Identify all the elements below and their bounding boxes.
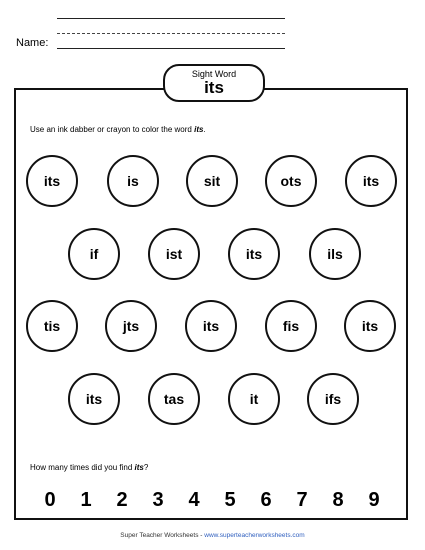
footer-separator: - [198,532,205,539]
number-choice[interactable]: 0 [44,489,56,511]
title-label: Sight Word [191,69,237,79]
number-choice[interactable]: 6 [260,489,272,511]
footer-brand: Super Teacher Worksheets [120,532,199,539]
question-after: ? [143,463,149,472]
question-word: its [134,463,144,472]
word-circle[interactable]: its [185,300,237,352]
number-choice[interactable]: 1 [80,489,92,511]
word-circle[interactable]: its [344,300,396,352]
number-choice[interactable]: 3 [152,489,164,511]
number-choice[interactable]: 2 [116,489,128,511]
word-circle[interactable]: fis [265,300,317,352]
name-input-line[interactable] [57,48,285,49]
question-before: How many times did you find [30,463,135,472]
number-choice[interactable]: 7 [296,489,308,511]
word-circle[interactable]: if [68,228,120,280]
word-circle[interactable]: ist [148,228,200,280]
number-choice[interactable]: 5 [224,489,236,511]
question-text [30,463,148,472]
word-circle[interactable]: jts [105,300,157,352]
word-circle[interactable]: is [107,155,159,207]
word-circle[interactable]: ots [265,155,317,207]
word-circle[interactable]: ifs [307,373,359,425]
number-choice[interactable]: 9 [368,489,380,511]
name-top-line [57,18,285,19]
word-circle[interactable]: tas [148,373,200,425]
word-circle[interactable]: its [26,155,78,207]
footer [0,532,425,539]
instruction-before: Use an ink dabber or crayon to color the word [30,125,195,134]
word-circle[interactable]: its [228,228,280,280]
name-label: Name: [16,37,49,49]
sight-word-title [163,64,265,102]
footer-link[interactable]: www.superteacherworksheets.com [204,532,305,539]
instruction-word: its [194,125,204,134]
instruction-after: . [203,125,206,134]
number-choice[interactable]: 8 [332,489,344,511]
title-word: its [204,78,224,97]
word-circle[interactable]: sit [186,155,238,207]
word-circle[interactable]: ils [309,228,361,280]
word-circle[interactable]: it [228,373,280,425]
name-dashed-line [57,33,285,34]
word-circle[interactable]: its [345,155,397,207]
word-circle[interactable]: tis [26,300,78,352]
word-circle[interactable]: its [68,373,120,425]
instruction-text [30,125,206,134]
number-choice[interactable]: 4 [188,489,200,511]
